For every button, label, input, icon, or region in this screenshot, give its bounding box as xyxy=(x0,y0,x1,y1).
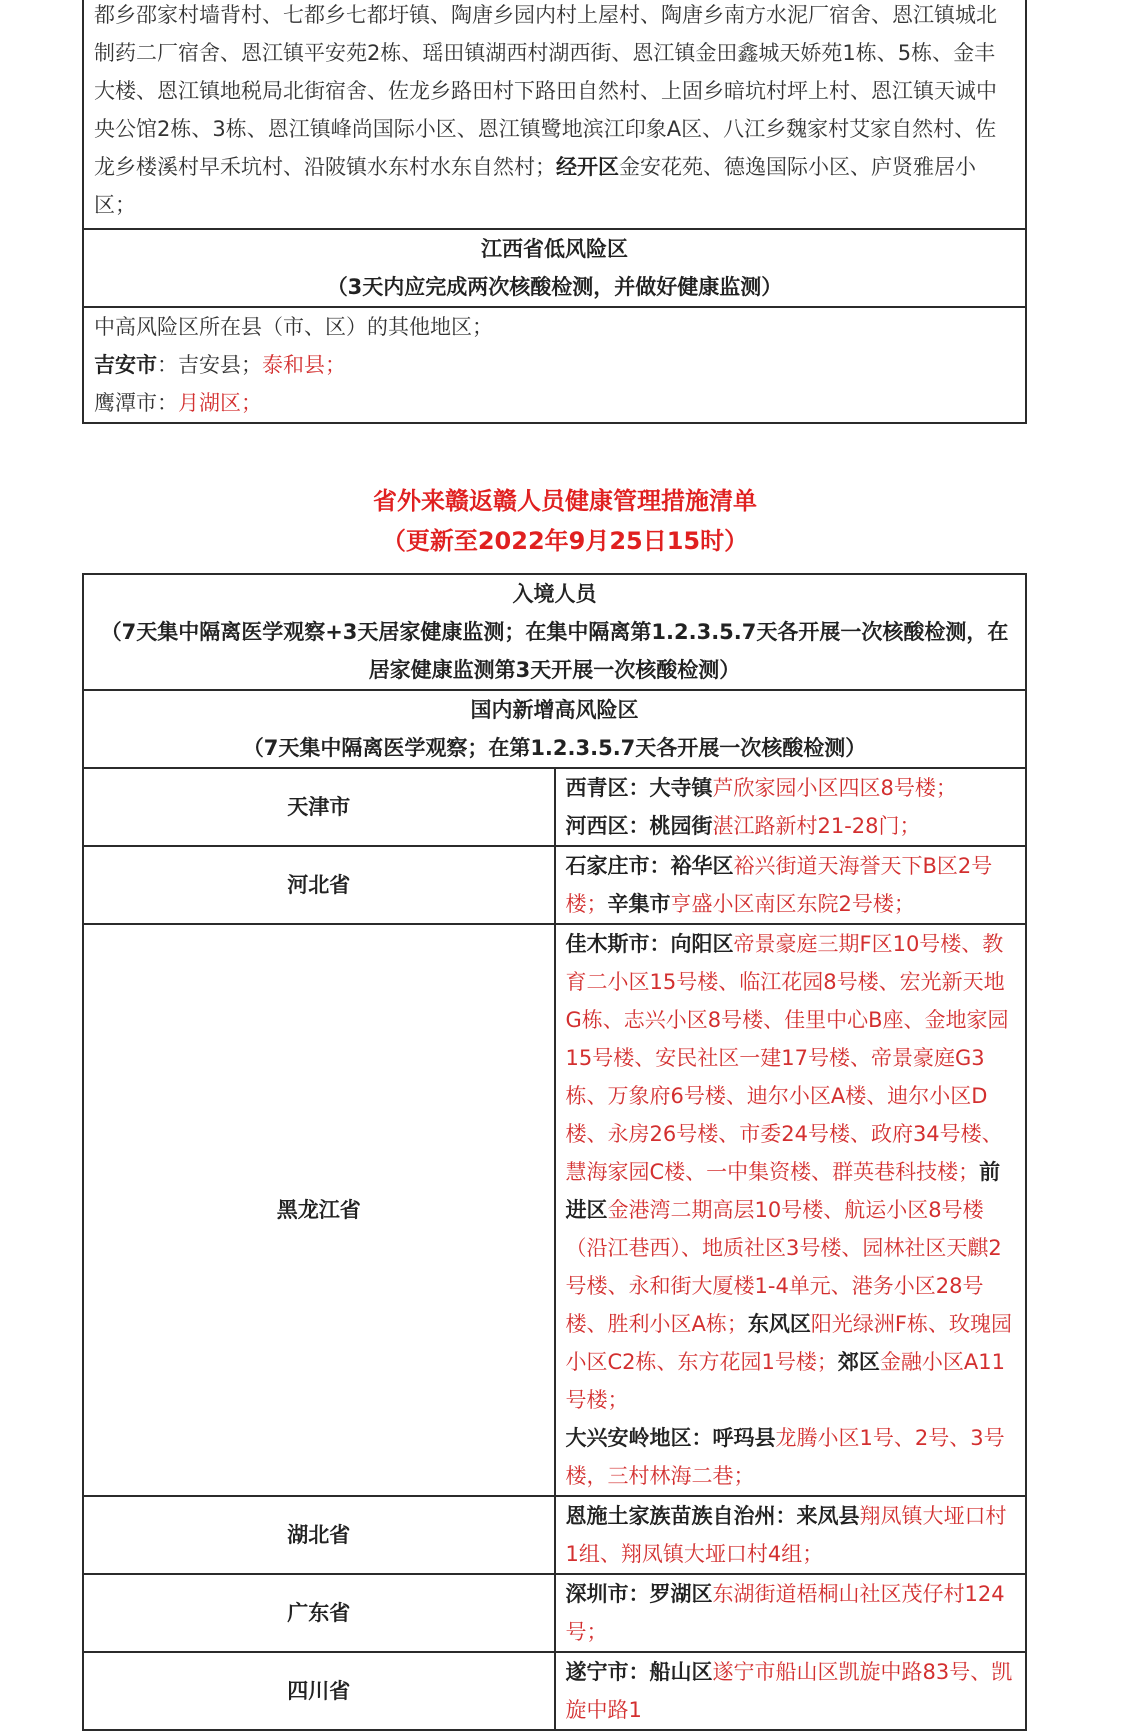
province-cell: 黑龙江省 xyxy=(83,924,555,1496)
area-bold: 遂宁市：船山区 xyxy=(565,1660,713,1684)
area-red: 龙腾小区1号、2号、3号楼，三村林海二巷； xyxy=(565,1426,1005,1488)
table-row xyxy=(83,924,1026,1496)
table-row xyxy=(83,846,1026,924)
province-cell: 湖北省 xyxy=(83,1496,555,1574)
table-row xyxy=(83,1574,1026,1652)
list-title: 省外来赣返赣人员健康管理措施清单 xyxy=(373,487,757,515)
area-bold: 辛集市 xyxy=(607,892,671,916)
province-cell: 四川省 xyxy=(83,1652,555,1730)
top-paragraph-cell xyxy=(83,0,1026,229)
top-paragraph-row xyxy=(83,0,1026,229)
low-risk-line-3-label: 鹰潭市： xyxy=(94,391,178,415)
top-paragraph-bold-label: 经开区 xyxy=(556,155,619,179)
top-paragraph-text: 都乡邵家村墙背村、七都乡七都圩镇、陶唐乡园内村上屋村、陶唐乡南方水泥厂宿舍、恩江镇城北制药二厂宿舍、恩江镇平安苑2栋、瑶田镇湖西村湖西街、恩江镇金田鑫城天娇苑1栋、5栋、金丰大楼、恩江镇地税局北街宿舍、佐龙乡路田村下路田自然村、上固乡暗坑村坪上村、恩江镇天诚中央公馆2栋、3栋、恩江镇峰尚国际小区、恩江镇鹭地滨江印象A区、八江乡魏家村艾家自然村、佐龙乡楼溪村早禾坑村、沿陂镇水东村水东自然村； xyxy=(94,3,997,179)
low-risk-header-title: 江西省低风险区 xyxy=(481,237,628,261)
area-red: 湛江路新村21-28门； xyxy=(712,814,921,838)
area-cell xyxy=(555,1652,1027,1730)
low-risk-header-cell xyxy=(83,229,1026,307)
area-bold: 西青区：大寺镇 xyxy=(565,776,713,800)
top-paragraph-tail: 金安花苑、德逸国际小区、庐贤雅居小区； xyxy=(94,155,976,217)
entry-header-cell xyxy=(83,574,1026,690)
area-bold: 河西区：桃园街 xyxy=(565,814,713,838)
area-red: 东湖街道梧桐山社区茂仔村124号； xyxy=(565,1582,1005,1644)
high-risk-header-title: 国内新增高风险区 xyxy=(470,698,639,722)
area-red: 金港湾二期高层10号楼、航运小区8号楼（沿江巷西）、地质社区3号楼、园林社区天麒2号楼、永和街大厦楼1-4单元、港务小区28号楼、胜利小区A栋； xyxy=(565,1198,1002,1336)
high-risk-header-subtitle: （7天集中隔离医学观察；在第1.2.3.5.7天各开展一次核酸检测） xyxy=(242,736,867,760)
area-cell xyxy=(555,768,1027,846)
entry-header-row xyxy=(83,574,1026,690)
province-cell: 天津市 xyxy=(83,768,555,846)
low-risk-line-2-colon: ：吉安县； xyxy=(157,353,262,377)
area-line xyxy=(566,807,1016,845)
area-bold: 郊区 xyxy=(837,1350,880,1374)
high-risk-header-cell xyxy=(83,690,1026,768)
low-risk-lines-cell xyxy=(83,307,1026,423)
area-cell xyxy=(555,846,1027,924)
area-cell xyxy=(555,1496,1027,1574)
area-red: 金融小区A11号楼； xyxy=(565,1350,1005,1412)
area-cell xyxy=(555,924,1027,1496)
province-cell: 河北省 xyxy=(83,846,555,924)
low-risk-line-1: 中高风险区所在县（市、区）的其他地区； xyxy=(94,315,493,339)
entry-header-subtitle: （7天集中隔离医学观察+3天居家健康监测；在集中隔离第1.2.3.5.7天各开展一次核酸检测，在居家健康监测第3天开展一次核酸检测） xyxy=(100,620,1009,682)
low-risk-header-row xyxy=(83,229,1026,307)
area-bold: 恩施土家族苗族自治州：来凤县 xyxy=(565,1504,860,1528)
area-bold: 大兴安岭地区：呼玛县 xyxy=(565,1426,776,1450)
low-risk-line-3-red: 月湖区； xyxy=(178,391,262,415)
top-risk-table xyxy=(82,0,1027,424)
list-subtitle: （更新至2022年9月25日15时） xyxy=(381,527,749,555)
area-red: 翔凤镇大垭口村1组、翔凤镇大垭口村4组； xyxy=(565,1504,1007,1566)
area-bold: 前进区 xyxy=(565,1160,1001,1222)
area-bold: 深圳市：罗湖区 xyxy=(565,1582,713,1606)
table-row xyxy=(83,1496,1026,1574)
table-row xyxy=(83,768,1026,846)
province-cell: 广东省 xyxy=(83,1574,555,1652)
area-red: 亨盛小区南区东院2号楼； xyxy=(670,892,915,916)
area-bold: 东风区 xyxy=(747,1312,811,1336)
high-risk-header-row xyxy=(83,690,1026,768)
low-risk-lines-row xyxy=(83,307,1026,423)
low-risk-line-2-red: 泰和县； xyxy=(262,353,346,377)
table-row xyxy=(83,1652,1026,1730)
entry-header-title: 入境人员 xyxy=(512,582,597,606)
area-bold: 石家庄市：裕华区 xyxy=(565,854,734,878)
area-red: 帝景豪庭三期F区10号楼、教育二小区15号楼、临江花园8号楼、宏光新天地G栋、志兴小区8号楼、佳里中心B座、金地家园15号楼、安民社区一建17号楼、帝景豪庭G3栋、万象府6号楼、迪尔小区A楼、迪尔小区D楼、永房26号楼、市委24号楼、政府34号楼、慧海家园C楼、一中集资楼、群英巷科技楼； xyxy=(565,932,1009,1184)
low-risk-line-2 xyxy=(94,346,1015,384)
area-red: 遂宁市船山区凯旋中路83号、凯旋中路1 xyxy=(565,1660,1013,1722)
main-measures-table xyxy=(82,573,1027,1731)
area-cell xyxy=(555,1574,1027,1652)
area-bold: 佳木斯市：向阳区 xyxy=(565,932,734,956)
area-paragraph xyxy=(566,925,1016,1419)
area-paragraph xyxy=(566,1419,1016,1495)
area-line xyxy=(566,769,1016,807)
area-red: 阳光绿洲F栋、玫瑰园小区C2栋、东方花园1号楼； xyxy=(565,1312,1012,1374)
low-risk-line-3 xyxy=(94,384,1015,422)
low-risk-header-subtitle: （3天内应完成两次核酸检测，并做好健康监测） xyxy=(326,275,783,299)
area-red: 芦欣家园小区四区8号楼； xyxy=(712,776,957,800)
low-risk-line-2-label: 吉安市 xyxy=(94,353,157,377)
area-red: 裕兴街道天海誉天下B区2号楼； xyxy=(565,854,993,916)
